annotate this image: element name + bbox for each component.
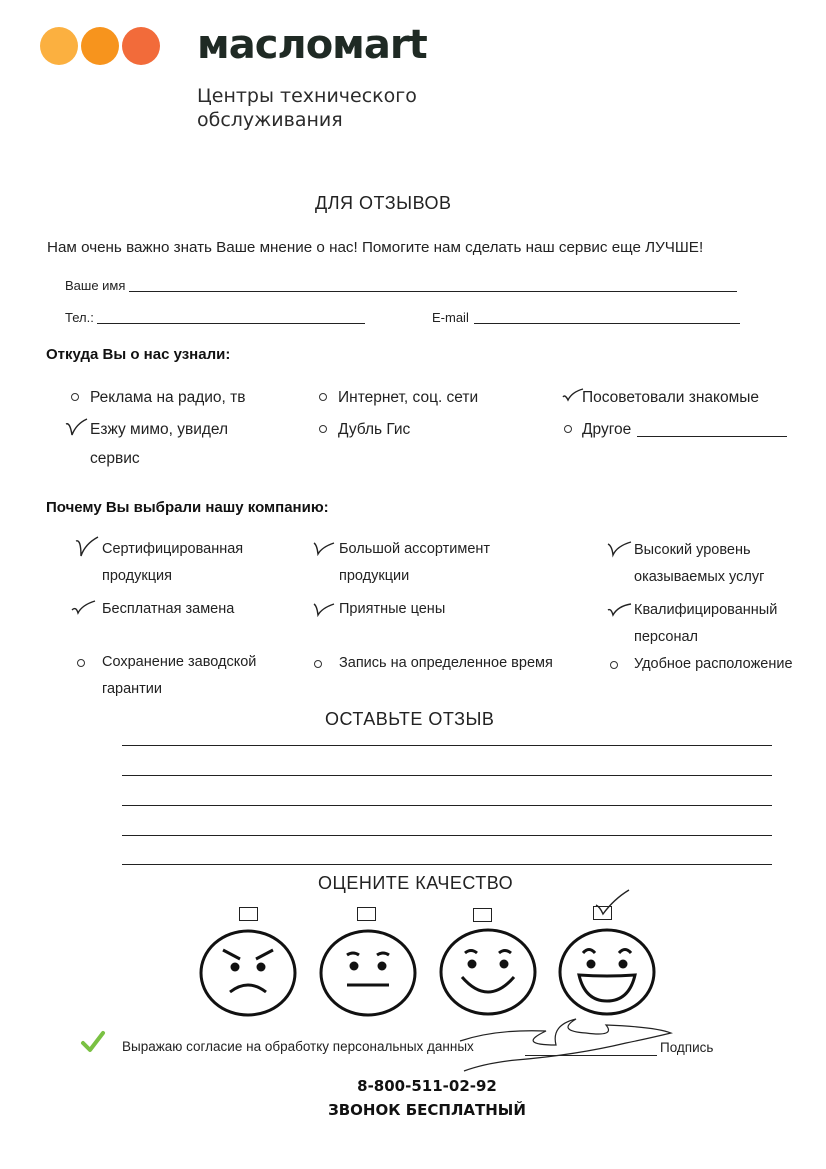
reason-certified-products [102, 536, 243, 590]
reason-line2: продукция [102, 568, 172, 584]
other-field[interactable] [637, 436, 787, 437]
source-section-title: Откуда Вы о нас узнали: [46, 346, 231, 363]
name-field[interactable] [129, 291, 737, 292]
reason-line1: Большой ассортимент [339, 541, 491, 557]
checkmark-icon[interactable] [606, 540, 632, 558]
radio-bullet[interactable] [610, 661, 618, 669]
source-option-drive-by-line1: Езжу мимо, увидел [90, 421, 229, 438]
review-line[interactable] [122, 745, 772, 746]
source-option-internet: Интернет, соц. сети [338, 389, 479, 406]
checkmark-icon[interactable] [70, 600, 96, 616]
logo-circle-1 [40, 27, 78, 65]
reason-qualified-staff [634, 597, 777, 651]
rating-checkbox-2[interactable] [357, 907, 376, 921]
signature-scribble [456, 1015, 676, 1075]
email-label: E-mail [432, 310, 469, 325]
footer-note: ЗВОНОК БЕСПЛАТНЫЙ [328, 1101, 526, 1119]
reason-line1: Квалифицированный [634, 602, 778, 618]
review-title: ОСТАВЬТЕ ОТЗЫВ [325, 709, 495, 729]
subtitle-line-2: обслуживания [197, 109, 343, 131]
reason-line1: Сертифицированная [102, 541, 244, 557]
checkmark-icon[interactable] [312, 601, 336, 617]
checkmark-icon[interactable] [594, 889, 630, 917]
brand-name: масломаrt [197, 22, 427, 68]
reason-line2: персонал [634, 629, 698, 645]
reasons-section-title: Почему Вы выбрали нашу компанию: [46, 499, 329, 516]
name-label: Ваше имя [65, 278, 126, 293]
reason-line2: продукции [339, 568, 410, 584]
consent-check-icon[interactable] [80, 1030, 106, 1054]
checkmark-icon[interactable] [312, 540, 336, 556]
source-option-drive-by [90, 415, 228, 473]
checkmark-icon[interactable] [562, 388, 584, 404]
reason-appointment: Запись на определенное время [339, 655, 553, 671]
review-line[interactable] [122, 775, 772, 776]
reason-high-service-level [634, 537, 764, 591]
rating-checkbox-3[interactable] [473, 908, 492, 922]
logo-circle-2 [81, 27, 119, 65]
radio-bullet[interactable] [77, 659, 85, 667]
email-field[interactable] [474, 323, 740, 324]
subtitle-line-1: Центры технического [197, 85, 417, 107]
source-option-drive-by-line2: сервис [90, 450, 140, 467]
rating-checkbox-1[interactable] [239, 907, 258, 921]
rating-title: ОЦЕНИТЕ КАЧЕСТВО [318, 873, 514, 893]
source-option-recommended: Посоветовали знакомые [582, 389, 759, 406]
neutral-face-icon[interactable] [318, 928, 418, 1018]
angry-face-icon[interactable] [198, 928, 298, 1018]
phone-label: Тел.: [65, 310, 94, 325]
reason-nice-prices: Приятные цены [339, 601, 446, 617]
laughing-face-icon[interactable] [557, 927, 657, 1017]
source-option-radio-tv: Реклама на радио, тв [90, 389, 246, 406]
reason-convenient-location: Удобное расположение [634, 656, 793, 672]
checkmark-icon[interactable] [64, 418, 88, 438]
source-option-other: Другое [582, 421, 632, 438]
footer-phone: 8-800-511-02-92 [357, 1077, 497, 1095]
radio-bullet[interactable] [319, 425, 327, 433]
smiling-face-icon[interactable] [438, 927, 538, 1017]
radio-bullet[interactable] [564, 425, 572, 433]
review-line[interactable] [122, 864, 772, 865]
reason-line1: Высокий уровень [634, 542, 751, 558]
phone-field[interactable] [97, 323, 365, 324]
intro-text: Нам очень важно знать Ваше мнение о нас! Помогите нам сделать наш сервис еще ЛУЧШЕ! [47, 239, 704, 256]
reason-line1: Сохранение заводской [102, 654, 257, 670]
reason-factory-warranty [102, 649, 256, 703]
signature-label: Подпись [660, 1040, 714, 1055]
reason-line2: оказываемых услуг [634, 569, 765, 585]
reason-free-replacement: Бесплатная замена [102, 601, 235, 617]
checkmark-icon[interactable] [75, 536, 99, 558]
reason-wide-assortment [339, 536, 490, 590]
radio-bullet[interactable] [71, 393, 79, 401]
source-option-2gis: Дубль Гис [338, 421, 411, 438]
radio-bullet[interactable] [314, 660, 322, 668]
review-line[interactable] [122, 835, 772, 836]
logo-circle-3 [122, 27, 160, 65]
review-line[interactable] [122, 805, 772, 806]
checkmark-icon[interactable] [606, 602, 632, 618]
brand-subtitle [197, 84, 417, 132]
consent-text: Выражаю согласие на обработку персональных данных [122, 1039, 474, 1054]
radio-bullet[interactable] [319, 393, 327, 401]
form-title: ДЛЯ ОТЗЫВОВ [315, 193, 452, 213]
reason-line2: гарантии [102, 681, 163, 697]
